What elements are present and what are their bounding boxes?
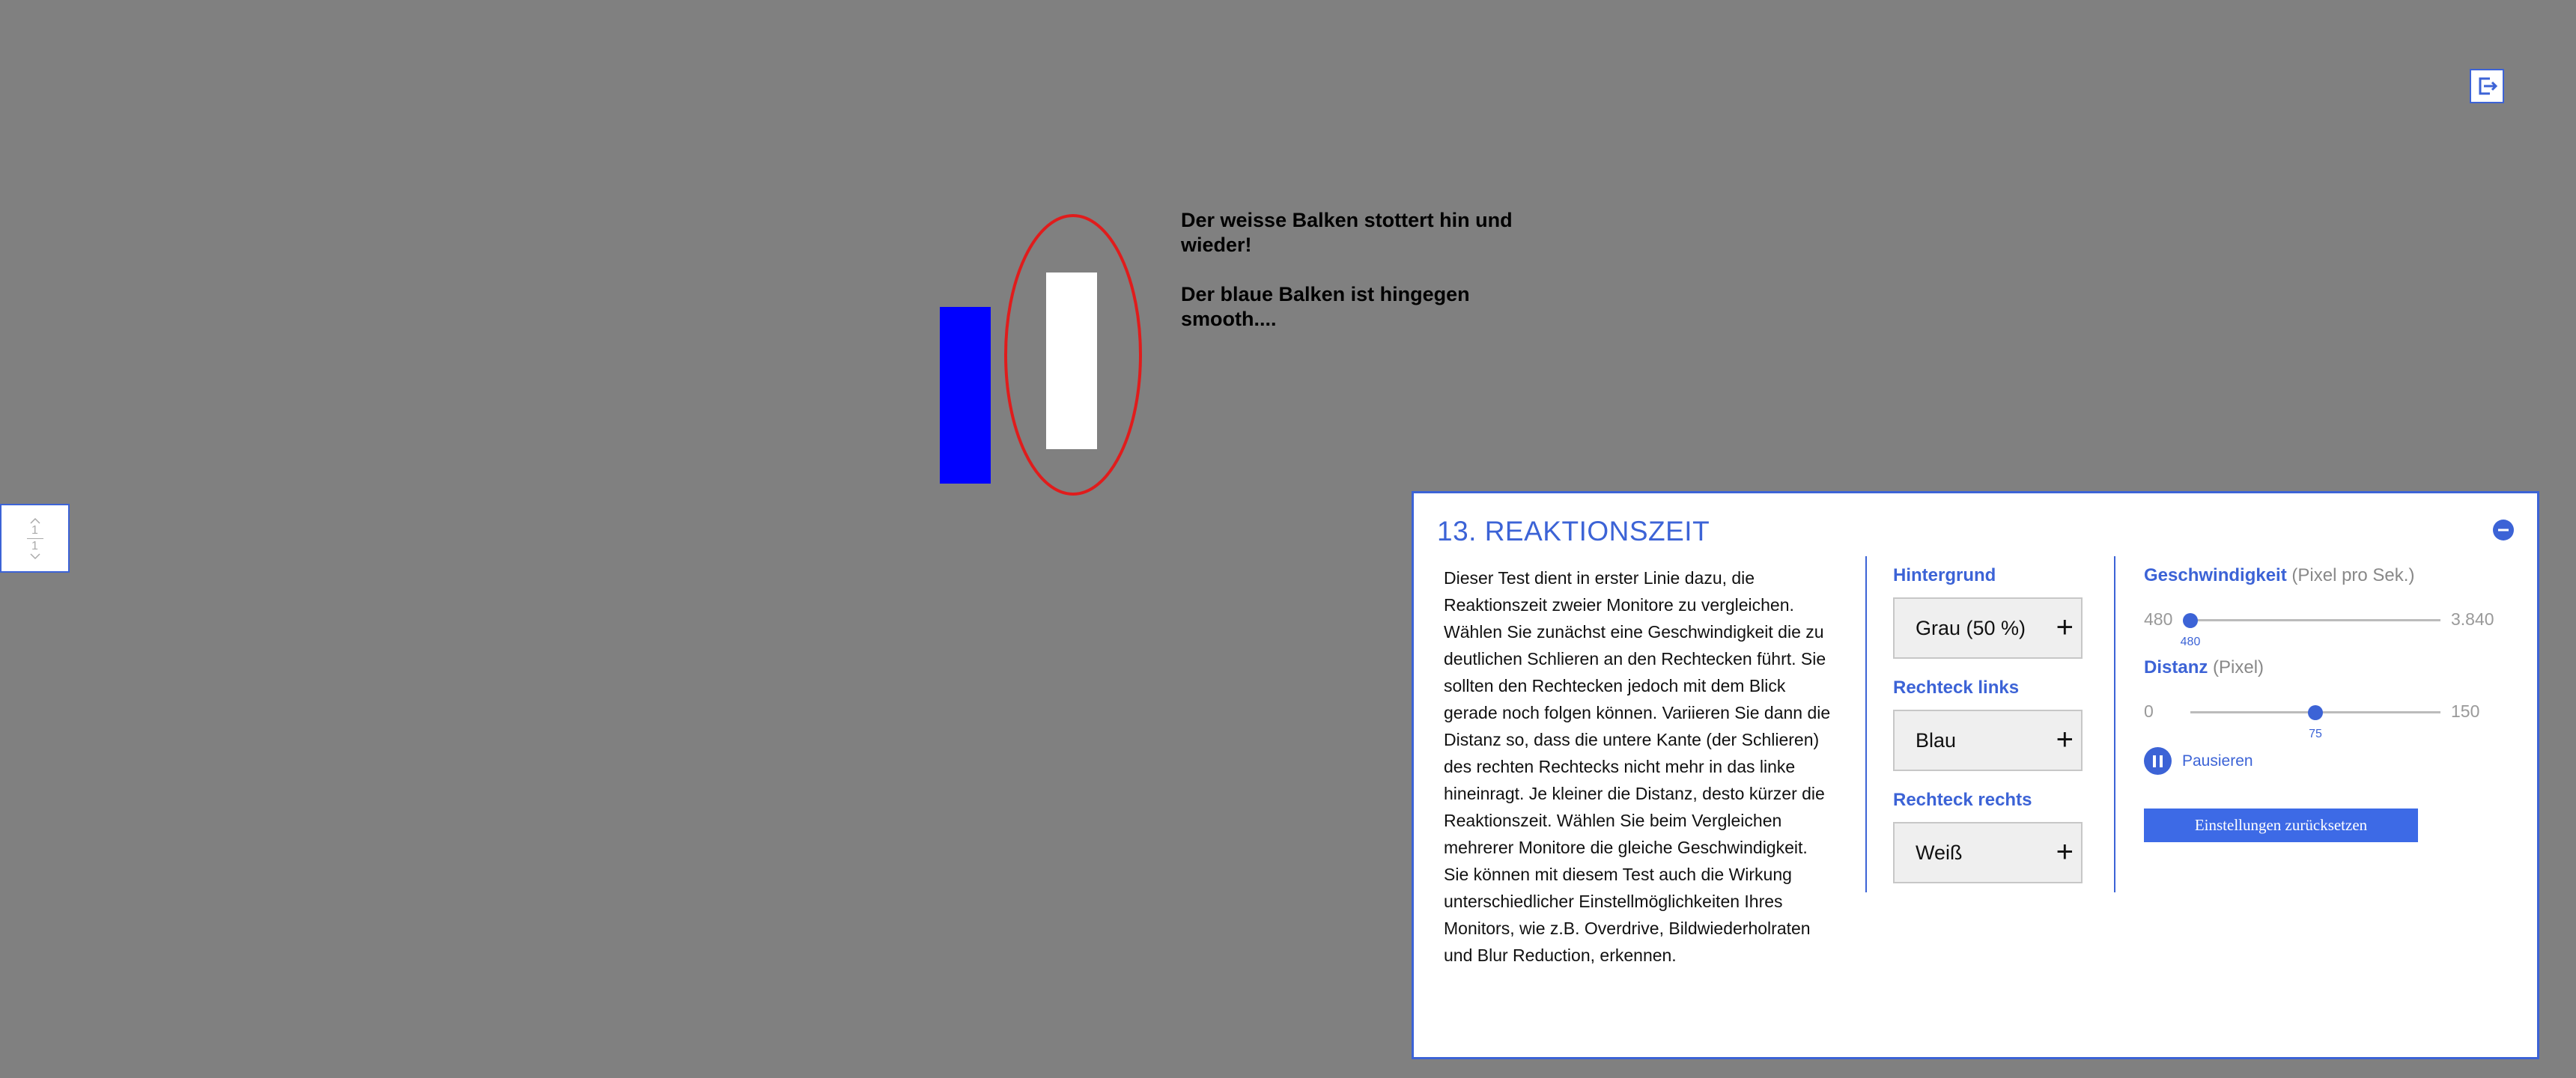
chevron-down-icon[interactable]	[29, 552, 41, 560]
pause-icon	[2144, 747, 2172, 775]
rect-left-label: Rechteck links	[1893, 677, 2020, 698]
plus-icon: +	[2056, 723, 2074, 756]
pause-label: Pausieren	[2182, 752, 2253, 770]
page-stepper[interactable]	[0, 504, 70, 573]
speed-value: 480	[2180, 636, 2201, 648]
speed-thumb[interactable]	[2183, 613, 2198, 628]
rect-right-select[interactable]	[1893, 822, 2083, 883]
distance-slider[interactable]	[2144, 679, 2518, 750]
background-value: Grau (50 %)	[1916, 617, 2026, 639]
pause-button[interactable]	[2144, 747, 2518, 775]
distance-label	[2144, 657, 2518, 679]
annotation-line-2: Der blaue Balken ist hingegen smooth....	[1181, 283, 1470, 330]
distance-label-text: Distanz	[2144, 657, 2208, 677]
speed-min: 480	[2144, 609, 2173, 629]
chevron-up-icon[interactable]	[29, 517, 41, 525]
distance-thumb[interactable]	[2308, 705, 2323, 720]
speed-unit: (Pixel pro Sek.)	[2291, 565, 2415, 585]
settings-panel	[1412, 491, 2539, 1059]
rect-right-label: Rechteck rechts	[1893, 790, 2032, 810]
exit-fullscreen-button[interactable]	[2470, 69, 2504, 103]
speed-label-text: Geschwindigkeit	[2144, 565, 2287, 585]
distance-value: 75	[2309, 728, 2322, 740]
distance-max: 150	[2451, 701, 2480, 721]
annotation-text	[1181, 208, 1555, 356]
rect-right-value: Weiß	[1916, 841, 1963, 864]
speed-track[interactable]	[2190, 619, 2440, 621]
page-current: 1	[31, 523, 38, 537]
annotation-line-1: Der weisse Balken stottert hin und wieder!	[1181, 209, 1513, 256]
rect-left-value: Blau	[1916, 729, 1957, 752]
plus-icon: +	[2056, 611, 2074, 644]
distance-min: 0	[2144, 701, 2154, 721]
exit-icon	[2475, 74, 2499, 98]
page-total: 1	[31, 539, 38, 552]
distance-unit: (Pixel)	[2213, 657, 2264, 677]
rect-left-select[interactable]	[1893, 710, 2083, 771]
minus-circle-icon[interactable]	[2492, 519, 2515, 541]
reset-settings-button[interactable]: Einstellungen zurücksetzen	[2144, 808, 2418, 842]
column-divider-1	[1865, 556, 1867, 892]
panel-description	[1444, 564, 1833, 969]
color-settings	[1893, 564, 2088, 901]
speed-max: 3.840	[2451, 609, 2494, 629]
stepper-divider	[27, 538, 43, 539]
motion-settings	[2144, 564, 2518, 842]
description-paragraph-2: Sie können mit diesem Test auch die Wirkung unterschiedlicher Einstellmöglichkeiten Ihres Monitors, wie z.B. Overdrive, Bildwiederholraten und Blur Reduction, erkennen.	[1444, 865, 1811, 965]
panel-title: 13. REAKTIONSZEIT	[1437, 516, 1710, 546]
blue-rectangle	[940, 307, 991, 484]
annotation-ellipse	[1003, 213, 1143, 496]
background-select[interactable]	[1893, 597, 2083, 659]
speed-slider[interactable]	[2144, 587, 2518, 658]
plus-icon: +	[2056, 835, 2074, 868]
column-divider-2	[2114, 556, 2115, 892]
background-label: Hintergrund	[1893, 565, 1996, 585]
speed-label	[2144, 564, 2518, 587]
description-paragraph-1: Dieser Test dient in erster Linie dazu, die Reaktionszeit zweier Monitore zu vergleichen. Wählen Sie zunächst eine Geschwindigkeit die zu deutlichen Schlieren an den Rechtecken führt. Sie sollten den Rechtecken jedoch mit dem Blick gerade noch folgen können. Variieren Sie dann die Distanz so, dass die untere Kante (der Schlieren) des rechten Rechtecks nicht mehr in das linke hineinragt. Je kleiner die Distanz, desto kürzer die Reaktionszeit. Wählen Sie beim Vergleichen mehrerer Monitore die gleiche Geschwindigkeit.	[1444, 568, 1831, 857]
